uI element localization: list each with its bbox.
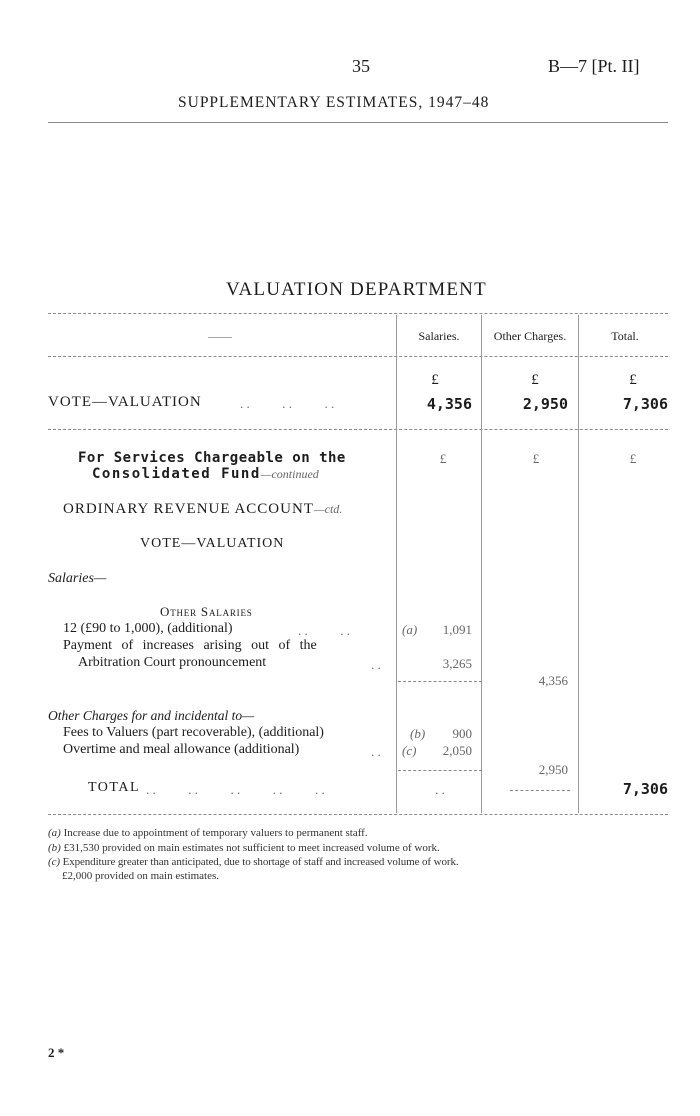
footnote-c-mark: (c) <box>48 856 60 868</box>
other-charges-subtotal-amount: 2,950 <box>538 762 568 777</box>
vote-heading: VOTE—VALUATION <box>140 536 285 551</box>
header-dash: —— <box>208 329 232 343</box>
row-arbitration-label-line1: Payment of increases arising out of the <box>63 638 317 653</box>
total-other-charges-rule <box>510 790 570 791</box>
page-number: 35 <box>352 56 370 76</box>
account-heading-ctd: —ctd. <box>313 502 343 516</box>
services-heading-line2 <box>92 466 319 483</box>
total-label: TOTAL <box>88 780 141 795</box>
row-valuer-fees-amount: 900 <box>452 726 472 741</box>
salaries-subtotal-amount: 4,356 <box>538 673 568 688</box>
salaries-heading: Salaries— <box>48 571 107 586</box>
column-divider-salaries <box>396 315 397 813</box>
footnote-ref-a: (a) <box>402 622 418 637</box>
footnote-a <box>48 827 368 839</box>
currency-symbol: £ <box>431 372 439 388</box>
document-reference: B—7 [Pt. II] <box>548 56 640 76</box>
row-overtime-amount: 2,050 <box>442 743 472 758</box>
footnote-ref-c: (c) <box>402 743 417 758</box>
summary-salaries-amount: 4,356 <box>426 395 472 413</box>
total-leaders: . . . . . . . . . . <box>146 782 325 797</box>
currency-symbol: £ <box>629 451 637 466</box>
signature-mark: 2 * <box>48 1045 65 1060</box>
row-additional-staff-amount: 1,091 <box>442 622 472 637</box>
row-overtime-leaders: . . <box>371 744 381 759</box>
account-heading <box>63 501 342 518</box>
row-additional-staff-leaders: . . . . <box>298 623 350 638</box>
footnote-b-text: £31,530 provided on main estimates not sufficient to meet increased volume of work. <box>63 842 440 854</box>
table-bottom-rule <box>48 814 668 815</box>
services-heading-line1: For Services Chargeable on the <box>78 450 346 466</box>
currency-symbol: £ <box>439 451 447 466</box>
column-header-total: Total. <box>611 329 639 343</box>
other-charges-subtotal-rule <box>398 770 482 771</box>
services-heading-continued: —continued <box>260 467 319 481</box>
row-overtime-label: Overtime and meal allowance (additional) <box>63 742 300 757</box>
column-header-other-charges: Other Charges. <box>493 329 567 343</box>
currency-symbol: £ <box>629 372 637 388</box>
row-arbitration-leaders: . . <box>371 657 381 672</box>
column-divider-other-charges <box>481 315 482 813</box>
footnote-ref-b: (b) <box>410 726 426 741</box>
footnote-c-continued: £2,000 provided on main estimates. <box>62 870 220 882</box>
summary-total-amount: 7,306 <box>622 395 668 413</box>
table-section-rule <box>48 429 668 430</box>
table-header-rule <box>48 356 668 357</box>
account-heading-label: ORDINARY REVENUE ACCOUNT <box>63 501 314 517</box>
other-charges-heading: Other Charges for and incidental to— <box>48 708 255 723</box>
footnote-a-text: Increase due to appointment of temporary valuers to permanent staff. <box>63 827 368 839</box>
footnote-a-mark: (a) <box>48 827 61 839</box>
row-arbitration-amount: 3,265 <box>442 656 472 671</box>
total-salaries-leaders: . . <box>435 782 445 797</box>
row-arbitration-label-line2: Arbitration Court pronouncement <box>78 655 267 670</box>
currency-symbol: £ <box>532 451 540 466</box>
summary-leaders: . . . . . . <box>240 396 335 411</box>
summary-vote-label: VOTE—VALUATION <box>48 394 202 410</box>
page-title: SUPPLEMENTARY ESTIMATES, 1947–48 <box>178 94 490 111</box>
summary-other-charges-amount: 2,950 <box>522 395 568 413</box>
other-salaries-heading: Other Salaries <box>160 604 253 619</box>
footnote-b <box>48 842 440 854</box>
department-title: VALUATION DEPARTMENT <box>226 279 487 300</box>
column-divider-total <box>578 315 579 813</box>
footnote-c <box>48 856 459 868</box>
row-valuer-fees-label: Fees to Valuers (part recoverable), (additional) <box>63 725 324 740</box>
table-top-rule <box>48 313 668 314</box>
footnote-c-text: Expenditure greater than anticipated, due to shortage of staff and increased volume of work. <box>62 856 459 868</box>
row-additional-staff-label: 12 (£90 to 1,000), (additional) <box>63 621 233 636</box>
salaries-subtotal-rule <box>398 681 482 682</box>
total-amount: 7,306 <box>622 780 668 798</box>
header-rule <box>48 122 668 123</box>
services-heading-fund: Consolidated Fund <box>92 466 261 482</box>
column-header-salaries: Salaries. <box>418 329 460 343</box>
footnote-b-mark: (b) <box>48 842 61 854</box>
currency-symbol: £ <box>531 372 539 388</box>
